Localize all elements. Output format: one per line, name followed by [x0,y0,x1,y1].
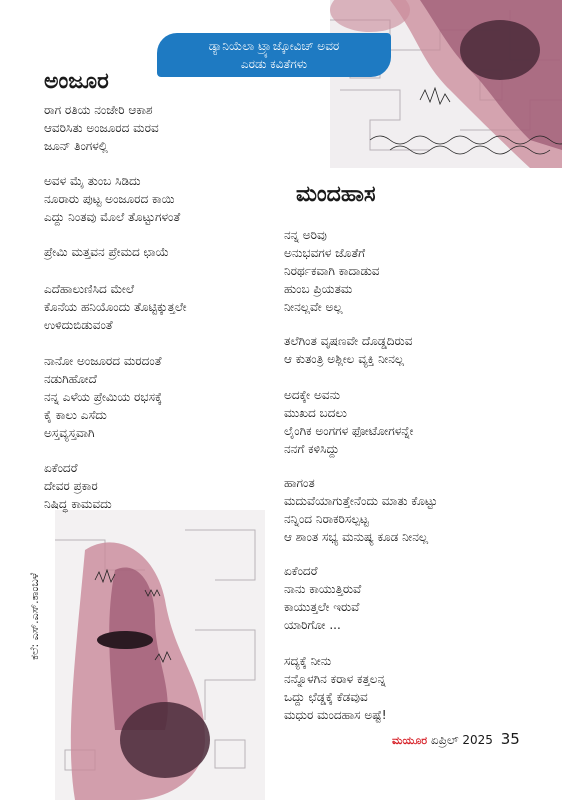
poem-line: ಅದಕ್ಕೇ ಅವನು [284,388,341,402]
page-footer [392,730,520,750]
poem-1-title: ಅಂಜೂರ [44,69,109,94]
poem-line: ನನ್ನೊಳಗಿನ ಕರಾಳ ಕತ್ತಲನ್ನ [284,672,386,686]
poem-line: ಆ ಶಾಂತ ಸಭ್ಯ ಮನುಷ್ಯ ಕೂಡ ನೀನಲ್ಲ [284,530,429,544]
poem-line: ನನ್ನಿಂದ ನಿರಾಕರಿಸಲ್ಪಟ್ಟ [284,512,369,526]
poem-line: ನೀನಲ್ಲವೇ ಅಲ್ಲ [284,300,343,314]
poem-line: ಕಾಯುತ್ತಲೇ ಇರುವೆ [284,600,360,614]
poem-1-stanza-3 [44,243,169,261]
poem-line: ಕೊನೆಯ ಹನಿಯೊಂದು ತೊಟ್ಟಿಕ್ಕುತ್ತಲೇ [44,300,187,314]
poem-line: ಹುಂಬ ಪ್ರಿಯತಮ [284,282,353,296]
page-number: 35 [500,730,520,748]
poem-1-stanza-1 [44,101,159,155]
poem-line: ನಿಷಿದ್ಧ ಕಾಮವದು [44,497,112,511]
poem-line: ನಾನೋ ಅಂಜೂರದ ಮರದಂತೆ [44,354,162,368]
poem-line: ತಲೆಗಿಂತ ವೃಷಣವೇ ದೊಡ್ಡದಿರುವ [284,334,413,348]
poem-line: ಲೈಂಗಿಕ ಅಂಗಗಳ ಫೋಟೋಗಳನ್ನೇ [284,424,414,438]
poem-line: ನನಗೆ ಕಳಿಸಿದ್ದು [284,442,340,456]
poem-line: ಮದುವೆಯಾಗುತ್ತೇನೆಂದು ಮಾತು ಕೊಟ್ಟು [284,494,438,508]
poem-line: ನಿರರ್ಥಕವಾಗಿ ಕಾದಾಡುವ [284,264,380,278]
poem-2-stanza-6 [284,652,387,724]
poem-line: ಏಕೆಂದರೆ [44,461,78,475]
poem-line: ಎದ್ದು ನಿಂತವು ಮೊಲೆ ತೊಟ್ಟುಗಳಂತೆ [44,210,181,224]
poem-line: ಆವರಿಸಿತು ಅಂಜೂರದ ಮರವ [44,121,159,135]
poem-line: ದೇವರ ಪ್ರಕಾರ [44,479,98,493]
poem-1-stanza-2 [44,172,180,226]
poem-line: ಹಾಗಂತ [284,476,315,490]
poem-line: ರಾಗ ರತಿಯ ನಂಜೇರಿ ಆಕಾಶ [44,103,153,117]
poem-2-title: ಮಂದಹಾಸ [296,182,376,207]
poem-line: ಪ್ರೇಮಿ ಮತ್ತವನ ಪ್ರೇಮದ ಛಾಯೆ [44,245,169,259]
bottom-artwork [55,510,265,800]
poem-line: ಜೂನ್ ತಿಂಗಳಲ್ಲಿ [44,139,108,153]
poem-2-stanza-1 [284,226,380,316]
poem-line: ಅಸ್ತವ್ಯಸ್ತವಾಗಿ [44,426,95,440]
poem-1-stanza-5 [44,352,162,442]
poem-2-stanza-2 [284,332,412,368]
poem-line: ಸದ್ಯಕ್ಕೆ ನೀನು [284,654,332,668]
poem-1-stanza-4 [44,280,187,334]
poem-line: ನನ್ನ ಅರಿವು [284,228,327,242]
title-banner [157,33,391,77]
poem-2-stanza-5 [284,562,361,634]
poem-line: ಅವಳ ಮೈ ತುಂಬ ಸಿಡಿದು [44,174,141,188]
issue-date: ಏಪ್ರಿಲ್ 2025 [430,733,493,747]
poem-line: ಮಧುರ ಮಂದಹಾಸ ಅಷ್ಟೆ! [284,708,387,722]
poem-line: ಏಕೆಂದರೆ [284,564,318,578]
poem-line: ಉಳಿದುಬಿಡುವಂತೆ [44,318,113,332]
poem-1-stanza-6 [44,459,112,513]
poem-line: ನಡುಗಿಹೋದೆ [44,372,97,386]
poem-line: ಕೈ ಕಾಲು ಎಸೆದು [44,408,107,422]
poem-line: ನಾನು ಕಾಯುತ್ತಿರುವೆ [284,582,362,596]
art-credit: ಕಲೆ: ಎಸ್.ಎಸ್.ಕಾಂಬಳೆ [28,572,41,660]
top-artwork [330,0,562,168]
poem-line: ನೂರಾರು ಪುಟ್ಟ ಅಂಜೂರದ ಕಾಯಿ [44,192,175,206]
poem-line: ಮುಖದ ಬದಲು [284,406,347,420]
magazine-logo: ಮಯೂರ [392,734,428,747]
poem-line: ಎದೆಹಾಲುಣಿಸಿದ ಮೇಲೆ [44,282,135,296]
poem-2-stanza-4 [284,474,437,546]
poem-line: ಯಾರಿಗೋ ... [284,618,341,632]
poem-line: ನನ್ನ ಎಳೆಯ ಪ್ರೇಮಿಯ ರಭಸಕ್ಕೆ [44,390,162,404]
banner-line-2: ಎರಡು ಕವಿತೆಗಳು [240,57,308,71]
poem-line: ಒದ್ದು ಛೆಡ್ಡಕ್ಕೆ ಕೆಡವುವ [284,690,368,704]
poem-line: ಆ ಕುತಂತ್ರಿ ಅಶ್ಲೀಲ ವ್ಯಕ್ತಿ ನೀನಲ್ಲ [284,352,405,366]
banner-line-1: ಡ್ಯಾನಿಯೆಲಾ ಟ್ರ್ಯಾಜ್ಕೋವಿಚ್ ಅವರ [208,39,340,53]
poem-line: ಅನುಭವಗಳ ಜೊತೆಗೆ [284,246,366,260]
poem-2-stanza-3 [284,386,413,458]
